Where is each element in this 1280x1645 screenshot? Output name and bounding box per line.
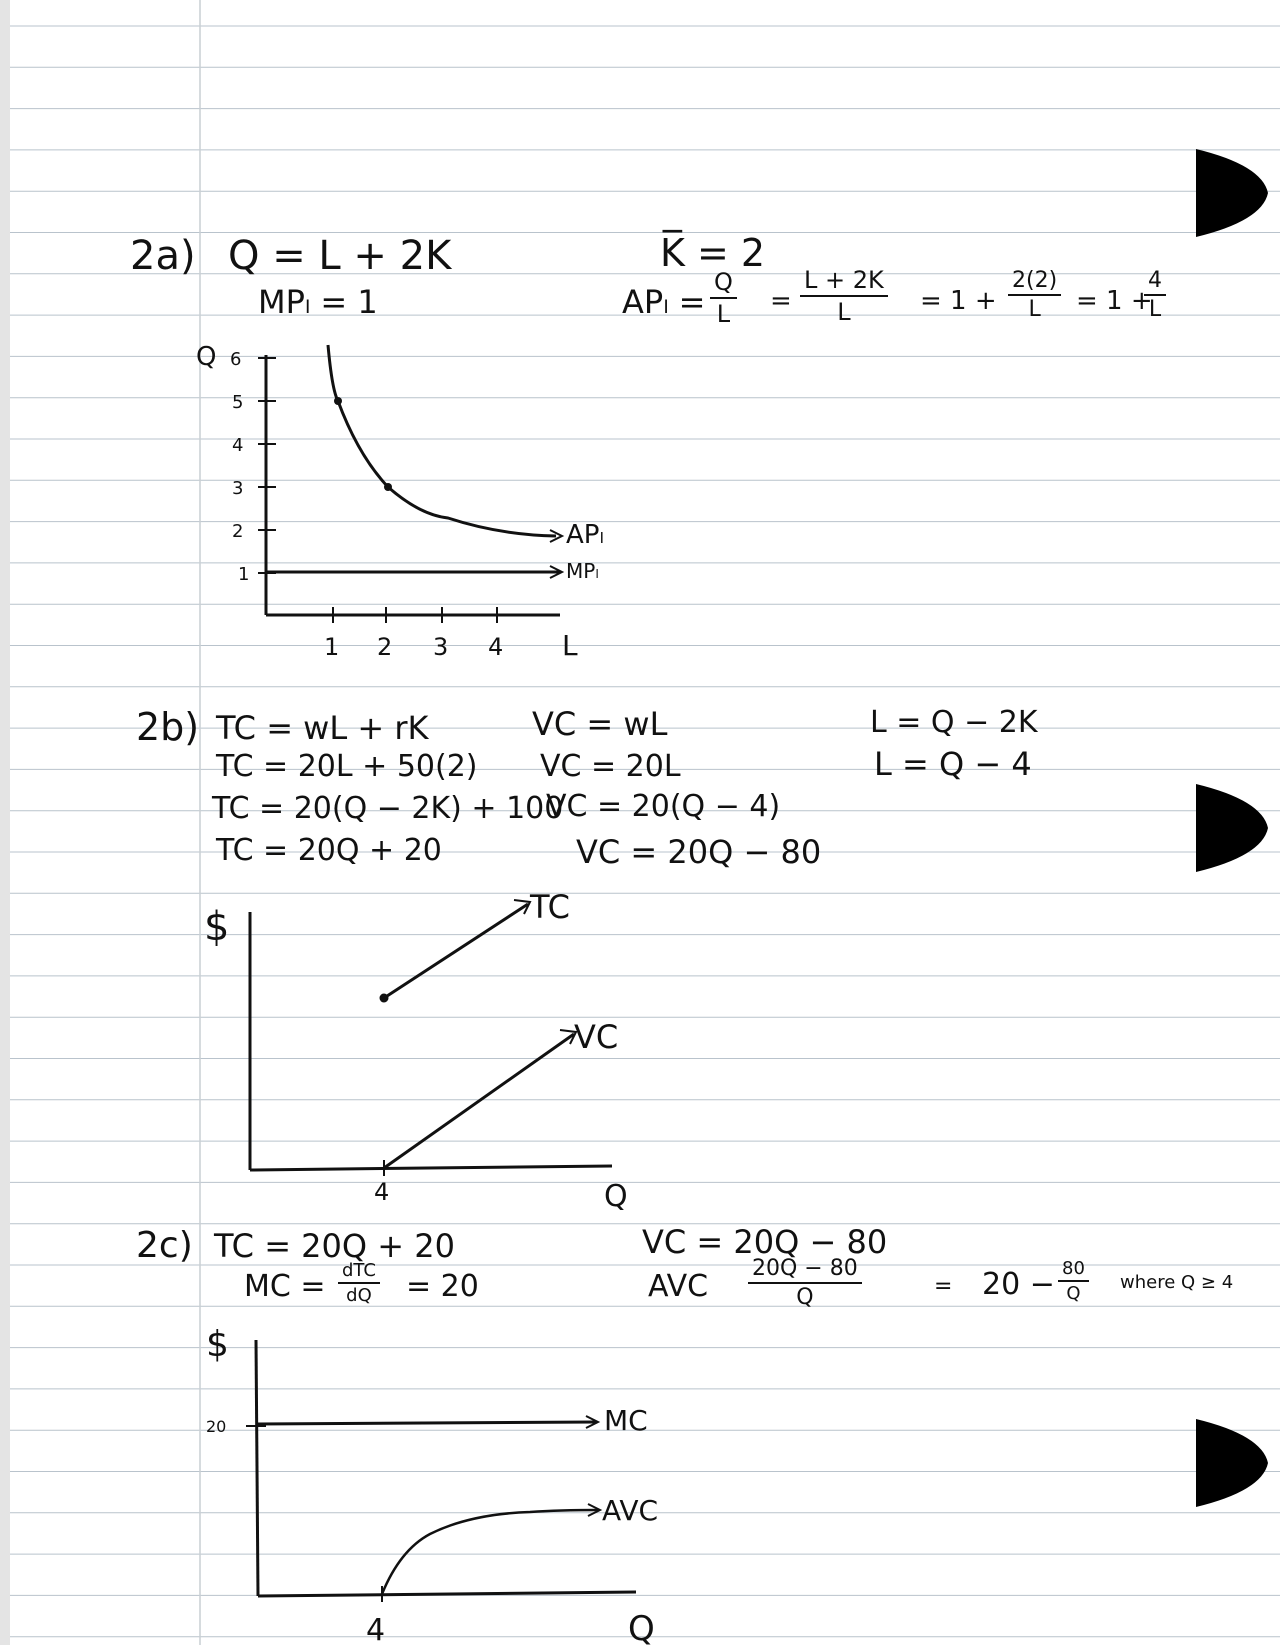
avc-rhs-den: Q [1066,1283,1081,1304]
y-tick-label-3: 3 [232,478,244,499]
apl-f2-num: L + 2K [800,266,888,297]
x-tick-label-1: 1 [324,633,340,661]
apl-f2-den: L [837,298,851,326]
graph-2c-y-label: $ [206,1324,229,1365]
vc-line-4: VC = 20Q − 80 [576,833,822,871]
apl-f3-num: 2(2) [1008,268,1061,296]
section-2a-label: 2a) [130,233,196,279]
avc-condition: where Q ≥ 4 [1120,1272,1234,1293]
avc-rhs-start: 20 − [982,1267,1055,1302]
apl-lhs: APₗ = [622,283,706,321]
mc-den: dQ [346,1285,372,1306]
x-tick-label-2: 2 [377,633,393,661]
mc-line [258,1422,596,1424]
graph-2c-x-label: Q [628,1609,655,1645]
graph-2b-y-label: $ [204,904,230,950]
avc-num: 20Q − 80 [748,1256,862,1284]
mpl-curve-label: MPₗ [566,559,599,583]
apl-eq2: = 1 + [920,286,997,316]
graph-2b-x-tick-4: 4 [374,1178,390,1206]
avc-curve [382,1510,598,1594]
mc-lhs: MC = [244,1269,326,1304]
graph-2c-y-axis [256,1340,258,1596]
graph-2c-y-tick-20: 20 [206,1417,227,1436]
l-line-2: L = Q − 4 [874,745,1032,783]
avc-den: Q [796,1285,814,1310]
apl-f4-den: L [1148,297,1162,322]
section-2c-label: 2c) [136,1225,193,1266]
avc-eq: = [934,1274,953,1299]
graph-2c-x-axis [258,1592,636,1596]
apl-eq1: = [770,286,792,316]
mc-curve-label: MC [604,1404,648,1437]
vc-2c-equation: VC = 20Q − 80 [642,1223,888,1261]
avc-lhs: AVC [648,1269,709,1304]
mc-rhs: = 20 [406,1269,479,1304]
vc-line-2: VC = 20L [540,749,681,784]
graph-2b-x-label: Q [604,1179,628,1214]
k-bar-equation: K̅ = 2 [660,231,766,275]
y-tick-label-4: 4 [232,435,244,456]
graph-2c-x-tick-4: 4 [366,1613,386,1645]
section-2b-label: 2b) [136,705,200,749]
vc-line-1: VC = wL [532,705,668,743]
y-tick-label-2: 2 [232,521,244,542]
graph-2a-y-label: Q [196,342,217,372]
vc-line-3: VC = 20(Q − 4) [546,789,781,824]
tc-curve-label: TC [530,888,571,926]
graph-2a-x-label: L [562,629,578,662]
y-tick-label-5: 5 [232,392,244,413]
apl-f1-num: Q [710,268,737,299]
x-tick-label-3: 3 [433,633,449,661]
apl-eq3: = 1 + [1076,286,1153,316]
tc-line-4: TC = 20Q + 20 [216,833,442,868]
apl-f4-num: 4 [1144,268,1166,296]
vc-curve-label: VC [574,1018,619,1056]
x-tick-label-4: 4 [488,633,504,661]
avc-curve-label: AVC [602,1494,659,1527]
mc-num: dTC [338,1260,380,1284]
tc-line-3: TC = 20(Q − 2K) + 100 [212,791,564,826]
production-function: Q = L + 2K [228,233,452,279]
l-line-1: L = Q − 2K [870,705,1038,740]
y-tick-label-1: 1 [238,564,250,585]
y-tick-label-6: 6 [230,349,242,370]
mpl-equation: MPₗ = 1 [258,283,378,321]
apl-f1-den: L [716,300,731,328]
tc-2c-equation: TC = 20Q + 20 [214,1227,455,1265]
apl-f3-den: L [1028,297,1041,322]
avc-rhs-num: 80 [1058,1258,1089,1282]
tc-line-2: TC = 20L + 50(2) [216,749,478,784]
tc-line-1: TC = wL + rK [216,709,429,747]
apl-curve-label: APₗ [566,520,604,550]
